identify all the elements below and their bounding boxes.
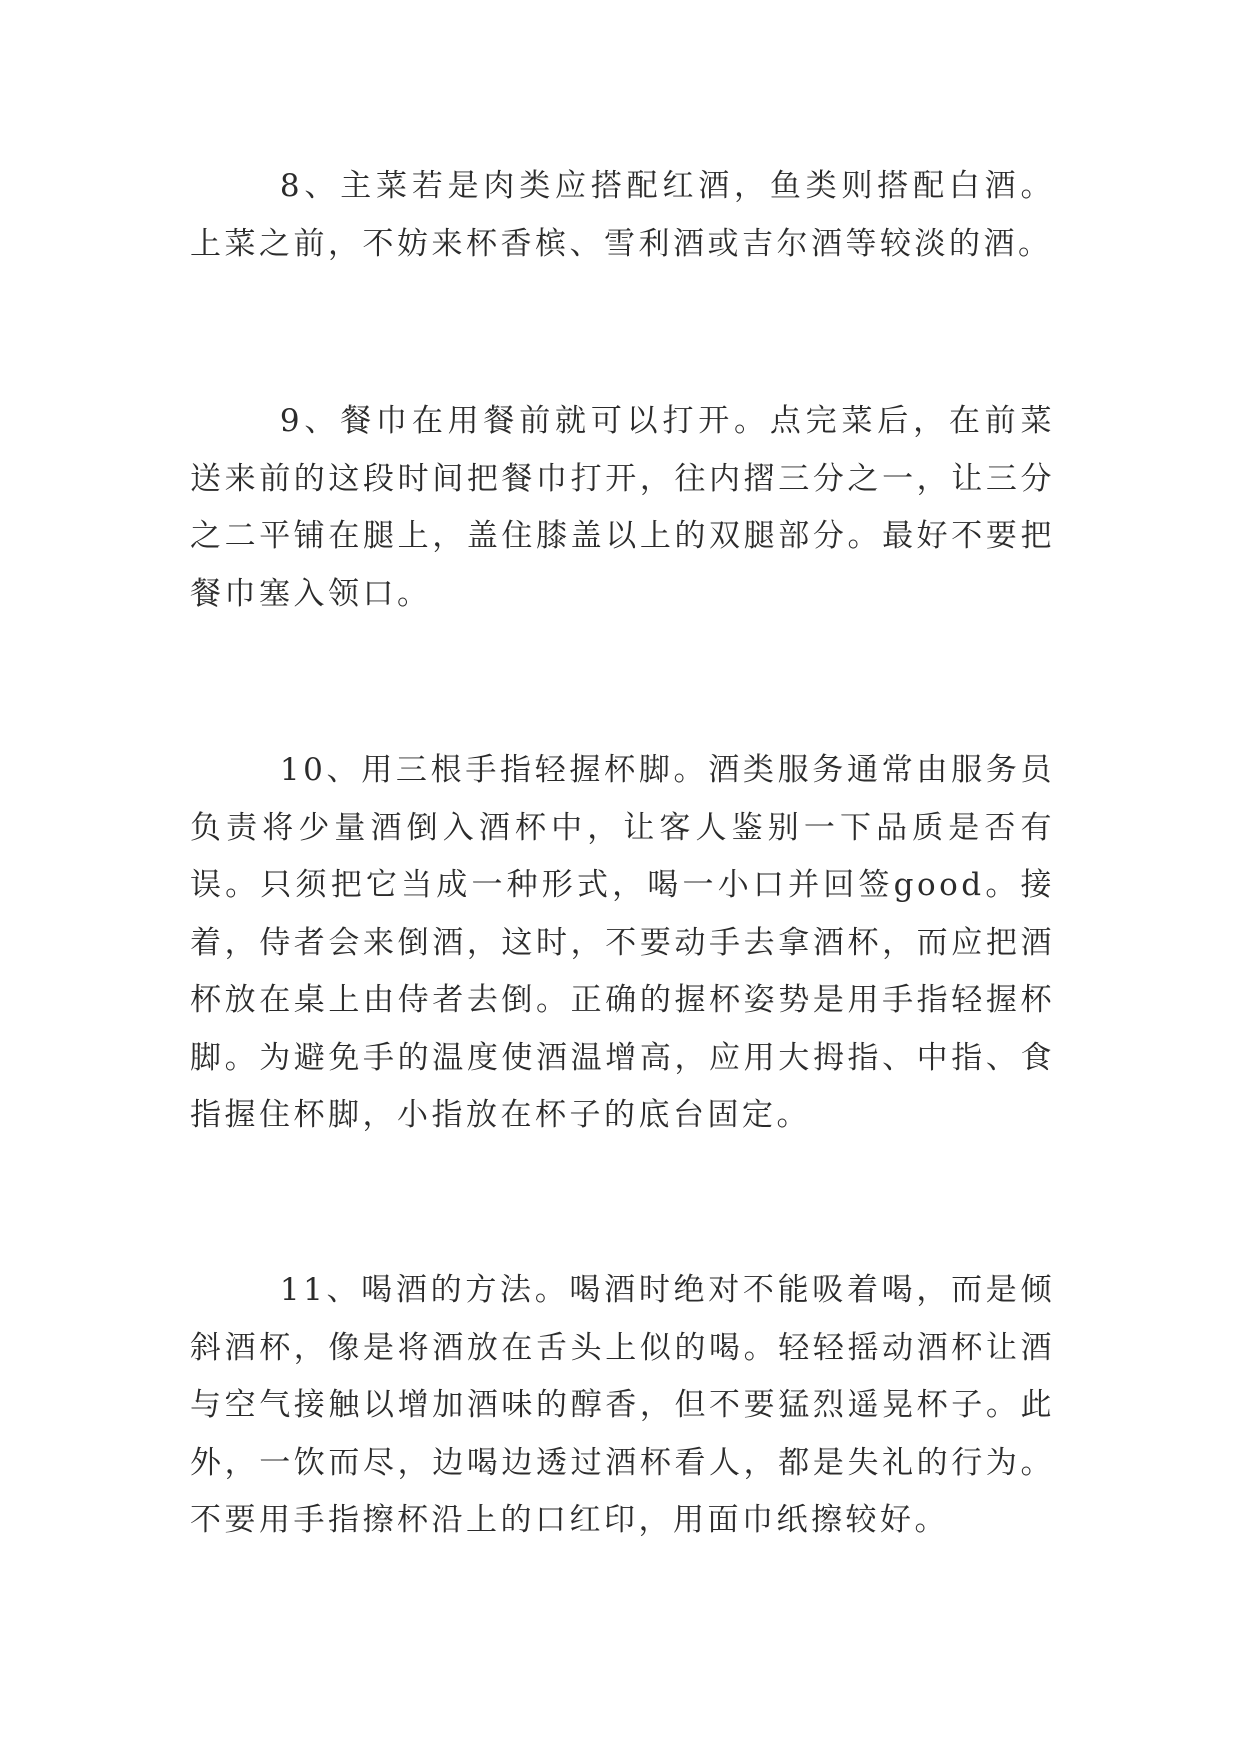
paragraph-item-9: 9、餐巾在用餐前就可以打开。点完菜后，在前菜送来前的这段时间把餐巾打开，往内摺三分之一，让三分之二平铺在腿上，盖住膝盖以上的双腿部分。最好不要把餐巾塞入领口。 <box>190 403 1055 612</box>
paragraph-item-8: 8、主菜若是肉类应搭配红酒，鱼类则搭配白酒。上菜之前，不妨来杯香槟、雪利酒或吉尔酒等较淡的酒。 <box>190 168 1055 262</box>
paragraph-item-11: 11、喝酒的方法。喝酒时绝对不能吸着喝，而是倾斜酒杯，像是将酒放在舌头上似的喝。轻轻摇动酒杯让酒与空气接触以增加酒味的醇香，但不要猛烈遥晃杯子。此外，一饮而尽，边喝边透过酒杯看人，都是失礼的行为。不要用手指擦杯沿上的口红印，用面巾纸擦较好。 <box>190 1272 1055 1538</box>
paragraph-item-10: 10、用三根手指轻握杯脚。酒类服务通常由服务员负责将少量酒倒入酒杯中，让客人鉴别一下品质是否有误。只须把它当成一种形式，喝一小口并回签good。接着，侍者会来倒酒，这时，不要动手去拿酒杯，而应把酒杯放在桌上由侍者去倒。正确的握杯姿势是用手指轻握杯脚。为避免手的温度使酒温增高，应用大拇指、中指、食指握住杯脚，小指放在杯子的底台固定。 <box>190 752 1055 1133</box>
